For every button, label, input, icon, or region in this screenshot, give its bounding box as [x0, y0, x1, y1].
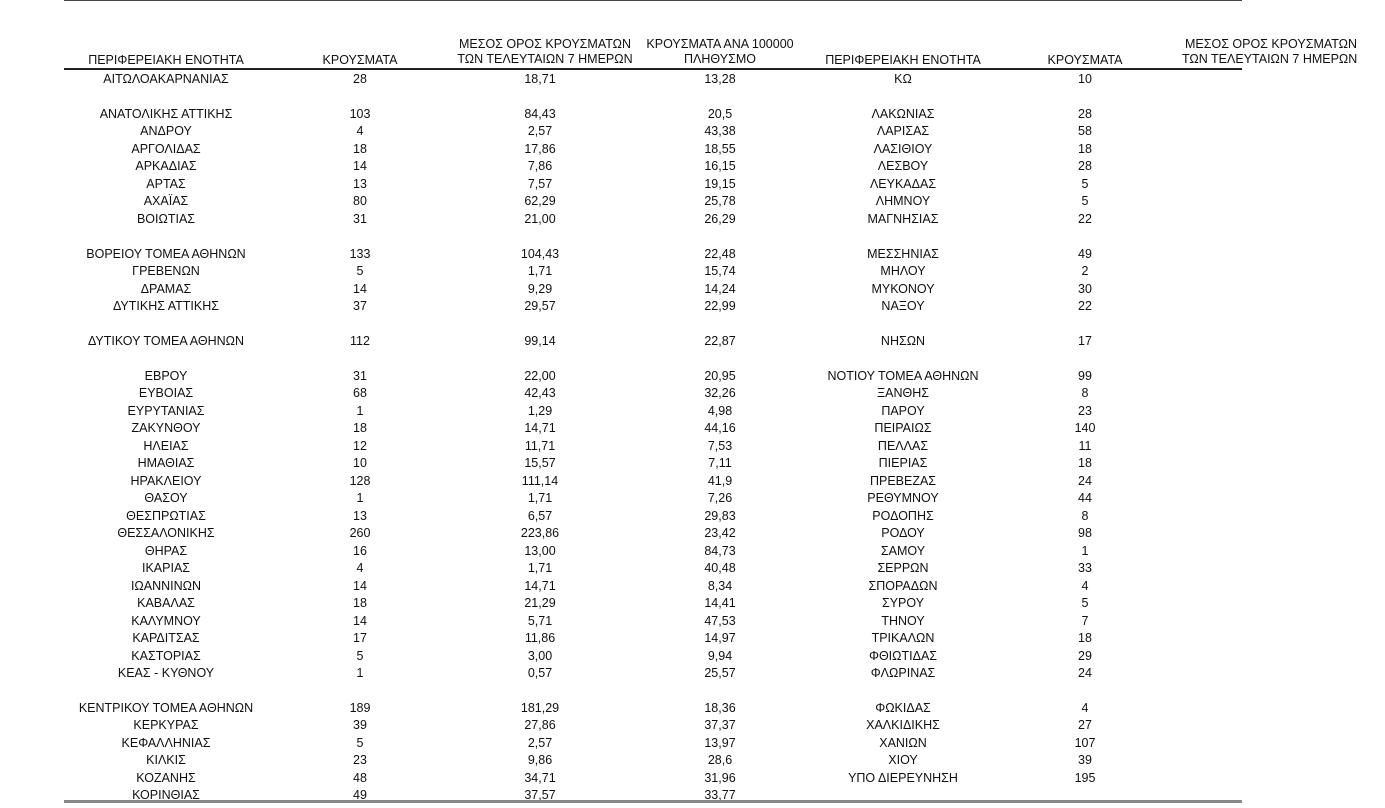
region-name: ΜΑΓΝΗΣΙΑΣ	[867, 212, 939, 226]
cases-value: 48	[353, 771, 367, 785]
region-name: ΡΟΔΟΥ	[881, 526, 925, 540]
cases-value: 33	[1078, 561, 1092, 575]
region-name: ΕΥΡΥΤΑΝΙΑΣ	[127, 404, 205, 418]
avg-value: 15,57	[524, 456, 556, 470]
region-name: ΠΕΙΡΑΙΩΣ	[874, 421, 932, 435]
cases-value: 260	[349, 526, 371, 540]
region-name: ΙΩΑΝΝΙΝΩΝ	[130, 579, 202, 593]
cases-value: 18	[353, 421, 367, 435]
avg-value: 13,00	[524, 544, 556, 558]
per100k-value: 84,73	[704, 544, 736, 558]
per100k-value: 16,15	[704, 159, 736, 173]
cases-value: 14	[353, 159, 367, 173]
cases-value: 7	[1081, 614, 1089, 628]
region-name: ΝΑΞΟΥ	[881, 299, 925, 313]
region-name: ΡΟΔΟΠΗΣ	[872, 509, 934, 523]
region-name: ΜΥΚΟΝΟΥ	[871, 282, 935, 296]
per100k-value: 41,9	[707, 474, 733, 488]
per100k-value: 22,99	[704, 299, 736, 313]
per100k-value: 4,98	[707, 404, 733, 418]
cases-value: 17	[1078, 334, 1092, 348]
cases-value: 18	[1078, 631, 1092, 645]
cases-value: 18	[1078, 142, 1092, 156]
per100k-value: 37,37	[704, 718, 736, 732]
region-name: ΒΟΙΩΤΙΑΣ	[136, 212, 196, 226]
per100k-value: 8,34	[707, 579, 733, 593]
region-name: ΚΟΖΑΝΗΣ	[136, 771, 196, 785]
cases-value: 10	[1078, 72, 1092, 86]
region-name: ΖΑΚΥΝΘΟΥ	[131, 421, 201, 435]
per100k-value: 23,42	[704, 526, 736, 540]
cases-value: 28	[353, 72, 367, 86]
cases-value: 107	[1074, 736, 1096, 750]
region-name: ΑΡΚΑΔΙΑΣ	[135, 159, 197, 173]
cases-value: 1	[356, 666, 364, 680]
cases-value: 140	[1074, 421, 1096, 435]
region-name: ΚΙΛΚΙΣ	[146, 753, 186, 767]
cases-value: 49	[353, 788, 367, 802]
region-name: ΚΕΑΣ - ΚΥΘΝΟΥ	[117, 666, 215, 680]
top-rule	[64, 0, 1242, 1]
cases-value: 29	[1078, 649, 1092, 663]
per100k-value: 29,83	[704, 509, 736, 523]
avg-value: 9,86	[527, 753, 553, 767]
region-name: ΑΡΤΑΣ	[146, 177, 186, 191]
cases-value: 5	[356, 649, 364, 663]
header-cases: ΚΡΟΥΣΜΑΤΑ	[322, 53, 398, 67]
cases-value: 37	[353, 299, 367, 313]
per100k-value: 22,87	[704, 334, 736, 348]
cases-value: 16	[353, 544, 367, 558]
header-per100k-line1: ΚΡΟΥΣΜΑΤΑ ΑΝΑ 100000	[646, 37, 794, 51]
per100k-value: 19,15	[704, 177, 736, 191]
region-name: ΑΡΓΟΛΙΔΑΣ	[131, 142, 201, 156]
region-name: ΠΑΡΟΥ	[881, 404, 925, 418]
region-name: ΒΟΡΕΙΟΥ ΤΟΜΕΑ ΑΘΗΝΩΝ	[86, 247, 246, 261]
cases-value: 112	[350, 334, 370, 348]
cases-value: 4	[1081, 579, 1089, 593]
avg-value: 223,86	[520, 526, 560, 540]
avg-value: 27,86	[524, 718, 556, 732]
cases-value: 12	[353, 439, 367, 453]
per100k-value: 14,24	[704, 282, 736, 296]
region-name: ΚΕΦΑΛΛΗΝΙΑΣ	[121, 736, 211, 750]
region-name: ΚΟΡΙΝΘΙΑΣ	[132, 788, 200, 802]
cases-value: 68	[353, 386, 367, 400]
cases-value: 8	[1081, 386, 1089, 400]
cases-value: 39	[353, 718, 367, 732]
region-name: ΕΒΡΟΥ	[144, 369, 188, 383]
avg-value: 99,14	[524, 334, 556, 348]
region-name: ΠΡΕΒΕΖΑΣ	[869, 474, 937, 488]
region-name: ΦΛΩΡΙΝΑΣ	[870, 666, 936, 680]
avg-value: 22,00	[524, 369, 556, 383]
region-name: ΗΡΑΚΛΕΙΟΥ	[130, 474, 202, 488]
per100k-value: 14,97	[704, 631, 736, 645]
cases-value: 28	[1078, 107, 1092, 121]
avg-value: 34,71	[524, 771, 556, 785]
cases-value: 5	[1081, 596, 1089, 610]
region-name: ΔΥΤΙΚΟΥ ΤΟΜΕΑ ΑΘΗΝΩΝ	[87, 334, 245, 348]
region-name: ΔΥΤΙΚΗΣ ΑΤΤΙΚΗΣ	[113, 299, 219, 313]
region-name: ΘΕΣΠΡΩΤΙΑΣ	[126, 509, 206, 523]
cases-value: 5	[356, 264, 364, 278]
cases-value: 133	[349, 247, 371, 261]
region-name: ΤΗΝΟΥ	[881, 614, 925, 628]
region-name: ΣΑΜΟΥ	[880, 544, 926, 558]
cases-value: 1	[1081, 544, 1089, 558]
header-per100k-line2: ΠΛΗΘΥΣΜΟ	[684, 52, 756, 66]
per100k-value: 43,38	[704, 124, 736, 138]
avg-value: 84,43	[524, 107, 556, 121]
cases-value: 44	[1078, 491, 1092, 505]
avg-value: 2,57	[527, 124, 553, 138]
avg-value: 1,71	[527, 491, 553, 505]
cases-value: 22	[1078, 299, 1092, 313]
per100k-value: 9,94	[707, 649, 733, 663]
avg-value: 14,71	[524, 579, 556, 593]
region-name: ΑΧΑΪΑΣ	[143, 194, 189, 208]
region-name: ΝΟΤΙΟΥ ΤΟΜΕΑ ΑΘΗΝΩΝ	[827, 369, 979, 383]
region-name: ΣΥΡΟΥ	[881, 596, 925, 610]
cases-value: 14	[353, 614, 367, 628]
cases-value: 99	[1078, 369, 1092, 383]
per100k-value: 14,41	[704, 596, 736, 610]
region-name: ΛΕΣΒΟΥ	[877, 159, 929, 173]
avg-value: 6,57	[527, 509, 553, 523]
cases-value: 31	[353, 212, 367, 226]
region-name: ΔΡΑΜΑΣ	[140, 282, 192, 296]
per100k-value: 20,95	[704, 369, 736, 383]
cases-value: 24	[1078, 666, 1092, 680]
cases-value: 14	[353, 579, 367, 593]
region-name: ΛΕΥΚΑΔΑΣ	[869, 177, 937, 191]
avg-value: 29,57	[524, 299, 556, 313]
cases-value: 98	[1078, 526, 1092, 540]
region-name: ΚΑΛΥΜΝΟΥ	[131, 614, 201, 628]
cases-value: 22	[1078, 212, 1092, 226]
per100k-value: 13,97	[704, 736, 736, 750]
per100k-value: 7,11	[708, 456, 732, 470]
header-region-2: ΠΕΡΙΦΕΡΕΙΑΚΗ ΕΝΟΤΗΤΑ	[825, 53, 981, 67]
region-name: ΑΝΔΡΟΥ	[140, 124, 192, 138]
cases-value: 31	[353, 369, 367, 383]
cases-value: 18	[1078, 456, 1092, 470]
region-name: ΣΠΟΡΑΔΩΝ	[868, 579, 938, 593]
cases-value: 195	[1074, 771, 1096, 785]
avg-value: 21,29	[524, 596, 556, 610]
header-avg-line1: ΜΕΣΟΣ ΟΡΟΣ ΚΡΟΥΣΜΑΤΩΝ	[458, 37, 632, 51]
region-name: ΜΕΣΣΗΝΙΑΣ	[867, 247, 939, 261]
per100k-value: 20,5	[707, 107, 733, 121]
cases-value: 14	[353, 282, 367, 296]
avg-value: 42,43	[524, 386, 556, 400]
bottom-rule	[64, 800, 1242, 803]
region-name: ΧΙΟΥ	[888, 753, 918, 767]
header-avg-line2: ΤΩΝ ΤΕΛΕΥΤΑΙΩΝ 7 ΗΜΕΡΩΝ	[457, 52, 633, 66]
avg-value: 7,57	[527, 177, 553, 191]
avg-value: 104,43	[520, 247, 560, 261]
cases-value: 18	[353, 596, 367, 610]
region-name: ΦΩΚΙΔΑΣ	[875, 701, 931, 715]
per100k-value: 47,53	[704, 614, 736, 628]
cases-value: 128	[349, 474, 371, 488]
avg-value: 11,71	[524, 439, 556, 453]
per100k-value: 44,16	[704, 421, 736, 435]
avg-value: 17,86	[524, 142, 556, 156]
avg-value: 181,29	[520, 701, 560, 715]
region-name: ΘΑΣΟΥ	[144, 491, 188, 505]
per100k-value: 40,48	[704, 561, 736, 575]
region-name: ΛΑΚΩΝΙΑΣ	[871, 107, 935, 121]
region-name: ΑΙΤΩΛΟΑΚΑΡΝΑΝΙΑΣ	[103, 72, 229, 86]
cases-value: 80	[353, 194, 367, 208]
per100k-value: 22,48	[704, 247, 736, 261]
region-name: ΛΑΡΙΣΑΣ	[876, 124, 930, 138]
region-name: ΧΑΛΚΙΔΙΚΗΣ	[866, 718, 940, 732]
cases-value: 2	[1081, 264, 1089, 278]
cases-value: 23	[353, 753, 367, 767]
avg-value: 1,71	[527, 561, 553, 575]
avg-value: 18,71	[524, 72, 556, 86]
avg-value: 5,71	[527, 614, 553, 628]
region-name: ΛΗΜΝΟΥ	[875, 194, 931, 208]
cases-value: 5	[356, 736, 364, 750]
header-avg-2	[1142, 37, 1358, 67]
avg-value: 0,57	[527, 666, 553, 680]
per100k-value: 15,74	[704, 264, 736, 278]
header-per100k	[625, 37, 815, 67]
avg-value: 111,14	[521, 474, 559, 488]
region-name: ΚΑΒΑΛΑΣ	[137, 596, 195, 610]
cases-value: 24	[1078, 474, 1092, 488]
cases-value: 13	[353, 177, 367, 191]
avg-value: 1,71	[527, 264, 553, 278]
avg-value: 11,86	[524, 631, 556, 645]
per100k-value: 18,55	[704, 142, 736, 156]
per100k-value: 7,53	[707, 439, 733, 453]
region-name: ΚΕΡΚΥΡΑΣ	[133, 718, 199, 732]
per100k-value: 7,26	[707, 491, 733, 505]
cases-value: 49	[1078, 247, 1092, 261]
avg-value: 3,00	[527, 649, 553, 663]
header-region: ΠΕΡΙΦΕΡΕΙΑΚΗ ΕΝΟΤΗΤΑ	[88, 53, 244, 67]
region-name: ΥΠΟ ΔΙΕΡΕΥΝΗΣΗ	[848, 771, 958, 785]
region-name: ΜΗΛΟΥ	[880, 264, 926, 278]
region-name: ΠΕΛΛΑΣ	[877, 439, 929, 453]
cases-value: 23	[1078, 404, 1092, 418]
header-avg2-line2: ΤΩΝ ΤΕΛΕΥΤΑΙΩΝ 7 ΗΜΕΡΩΝ	[1182, 52, 1358, 66]
cases-value: 39	[1078, 753, 1092, 767]
cases-value: 28	[1078, 159, 1092, 173]
per100k-value: 26,29	[704, 212, 736, 226]
region-name: ΤΡΙΚΑΛΩΝ	[871, 631, 935, 645]
per100k-value: 25,57	[704, 666, 736, 680]
per100k-value: 33,77	[704, 788, 736, 802]
region-name: ΞΑΝΘΗΣ	[877, 386, 929, 400]
region-name: ΙΚΑΡΙΑΣ	[141, 561, 191, 575]
avg-value: 14,71	[524, 421, 556, 435]
avg-value: 1,29	[527, 404, 553, 418]
region-name: ΣΕΡΡΩΝ	[877, 561, 929, 575]
region-name: ΓΡΕΒΕΝΩΝ	[132, 264, 200, 278]
cases-value: 58	[1078, 124, 1092, 138]
avg-value: 21,00	[524, 212, 556, 226]
region-name: ΚΩ	[894, 72, 912, 86]
region-name: ΗΜΑΘΙΑΣ	[137, 456, 195, 470]
avg-value: 37,57	[524, 788, 556, 802]
cases-value: 13	[353, 509, 367, 523]
region-name: ΚΑΡΔΙΤΣΑΣ	[132, 631, 200, 645]
cases-value: 4	[1081, 701, 1089, 715]
cases-value: 4	[356, 124, 364, 138]
cases-value: 5	[1081, 194, 1089, 208]
region-name: ΝΗΣΩΝ	[880, 334, 926, 348]
region-name: ΚΕΝΤΡΙΚΟΥ ΤΟΜΕΑ ΑΘΗΝΩΝ	[78, 701, 254, 715]
per100k-value: 25,78	[704, 194, 736, 208]
cases-value: 1	[356, 491, 364, 505]
avg-value: 2,57	[527, 736, 553, 750]
cases-value: 27	[1078, 718, 1092, 732]
region-name: ΦΘΙΩΤΙΔΑΣ	[868, 649, 938, 663]
header-rule	[64, 68, 1242, 70]
region-name: ΗΛΕΙΑΣ	[143, 439, 189, 453]
cases-value: 17	[353, 631, 367, 645]
cases-value: 4	[356, 561, 364, 575]
cases-value: 189	[349, 701, 371, 715]
header-cases-2: ΚΡΟΥΣΜΑΤΑ	[1047, 53, 1123, 67]
avg-value: 7,86	[527, 159, 553, 173]
region-name: ΘΕΣΣΑΛΟΝΙΚΗΣ	[117, 526, 215, 540]
region-name: ΑΝΑΤΟΛΙΚΗΣ ΑΤΤΙΚΗΣ	[99, 107, 233, 121]
header-avg2-line1: ΜΕΣΟΣ ΟΡΟΣ ΚΡΟΥΣΜΑΤΩΝ	[1185, 37, 1358, 51]
cases-value: 10	[353, 456, 367, 470]
cases-value: 11	[1078, 439, 1092, 453]
region-name: ΘΗΡΑΣ	[144, 544, 188, 558]
region-name: ΠΙΕΡΙΑΣ	[878, 456, 928, 470]
region-name: ΕΥΒΟΙΑΣ	[138, 386, 194, 400]
region-name: ΚΑΣΤΟΡΙΑΣ	[131, 649, 201, 663]
region-name: ΡΕΘΥΜΝΟΥ	[867, 491, 939, 505]
per100k-value: 28,6	[707, 753, 733, 767]
per100k-value: 18,36	[704, 701, 736, 715]
region-name: ΧΑΝΙΩΝ	[879, 736, 927, 750]
cases-value: 103	[349, 107, 371, 121]
cases-value: 18	[353, 142, 367, 156]
per100k-value: 31,96	[704, 771, 736, 785]
per100k-value: 32,26	[704, 386, 736, 400]
cases-value: 8	[1081, 509, 1089, 523]
avg-value: 9,29	[527, 282, 553, 296]
per100k-value: 13,28	[704, 72, 736, 86]
region-name: ΛΑΣΙΘΙΟΥ	[873, 142, 933, 156]
cases-value: 1	[356, 404, 364, 418]
avg-value: 62,29	[524, 194, 556, 208]
cases-value: 30	[1078, 282, 1092, 296]
cases-value: 5	[1081, 177, 1089, 191]
